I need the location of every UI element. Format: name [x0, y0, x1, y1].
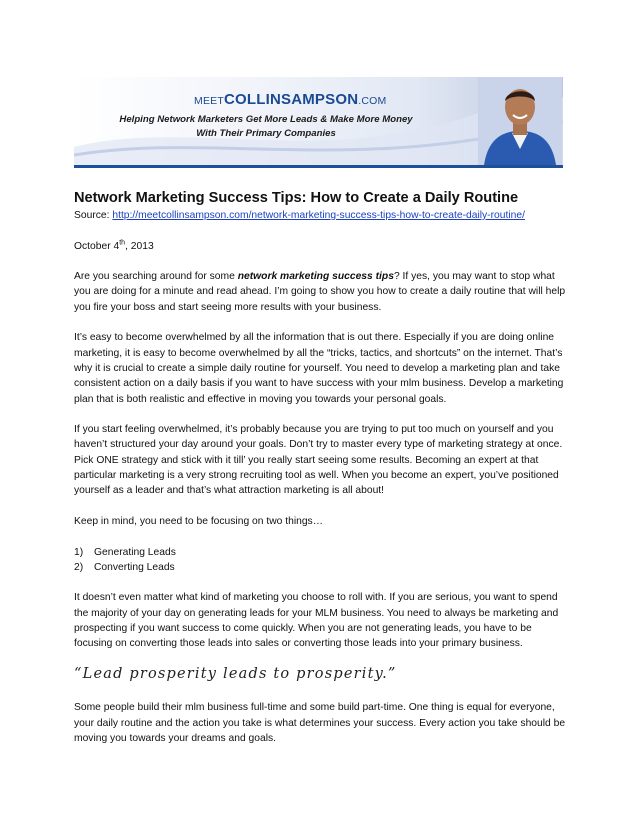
intro-text-before: Are you searching around for some [74, 271, 238, 283]
paragraph-intro [74, 269, 566, 315]
source-link[interactable]: http://meetcollinsampson.com/network-marketing-success-tips-how-to-create-daily-routine/ [112, 210, 525, 221]
date-suffix-sup: th [119, 239, 126, 247]
tagline-line-2: With Their Primary Companies [196, 128, 336, 139]
intro-text-after: ? If yes, you may want to stop what you are doing for a minute and read ahead. I’m going to show you how to create a daily routine that will help you fire your boss and start seeing more results with your business. [74, 271, 566, 313]
paragraph-two-things: Keep in mind, you need to be focusing on two things… [74, 515, 324, 527]
date-year: , 2013 [125, 240, 154, 252]
tagline-line-1: Helping Network Marketers Get More Leads & Make More Money [119, 114, 413, 125]
brand-main: COLLINSAMPSON [223, 91, 359, 108]
list-item-number: 1) [74, 546, 84, 558]
article-date [74, 239, 566, 254]
paragraph-marketing: It doesn’t even matter what kind of marketing you choose to roll with. If you are serious, you want to spend the majority of your day on generating leads for your MLM business. You need to always be marketing and prospecting if you want success to come quickly. When you are not generating leads, you have to be focusing on converting those leads into sales or converting those leads into your primary business. [74, 592, 559, 650]
source-label: Source: [74, 210, 113, 221]
intro-keyword: network marketing success tips [237, 271, 394, 283]
list-item-text: Generating Leads [94, 546, 176, 558]
list-item [74, 560, 566, 575]
paragraph-routine: Some people build their mlm business full-time and some build part-time. One thing is equal for everyone, your daily routine and the action you take is what determines your success. Every action you take should be moving you towards your dreams and goals. [74, 702, 566, 744]
author-photo [478, 77, 562, 165]
focus-list [74, 545, 566, 576]
article-title: Network Marketing Success Tips: How to Create a Daily Routine [74, 190, 519, 206]
header-banner [74, 77, 563, 168]
brand-prefix: MEET [194, 95, 224, 107]
paragraph-focus: If you start feeling overwhelmed, it’s probably because you are trying to put too much on yourself and you haven’t structured your day around your goals. Don’t try to master every type of marketing strategy at once. Pick ONE strategy and stick with it till’ you really start seeing some results. Becoming an expert at that particular marketing is a very strong recruiting tool as well. When you become an expert, you’ve positioned yourself as a leader and that’s what attraction marketing is all about! [74, 424, 563, 497]
list-item-number: 2) [74, 561, 84, 573]
banner-tagline [116, 113, 416, 141]
brand-suffix: .COM [358, 95, 387, 107]
source-line [74, 208, 566, 223]
brand-logo [194, 91, 386, 108]
pull-quote: “Lead prosperity leads to prosperity.” [74, 665, 397, 682]
list-item-text: Converting Leads [94, 561, 175, 573]
list-item [74, 545, 566, 560]
article-body [74, 189, 566, 761]
date-prefix: October 4 [74, 240, 120, 252]
paragraph-overwhelmed: It’s easy to become overwhelmed by all the information that is out there. Especially if you are doing online marketing, it is easy to become overwhelmed by all the “tricks, tactics, and shortcuts” on the internet. That’s why it is crucial to create a simple daily routine for yourself. You need to develop a marketing plan and take consistent action on a daily basis if you want to have success with your mlm business. Develop a marketing plan that is both realistic and effective in moving you towards your personal goals. [74, 332, 564, 405]
